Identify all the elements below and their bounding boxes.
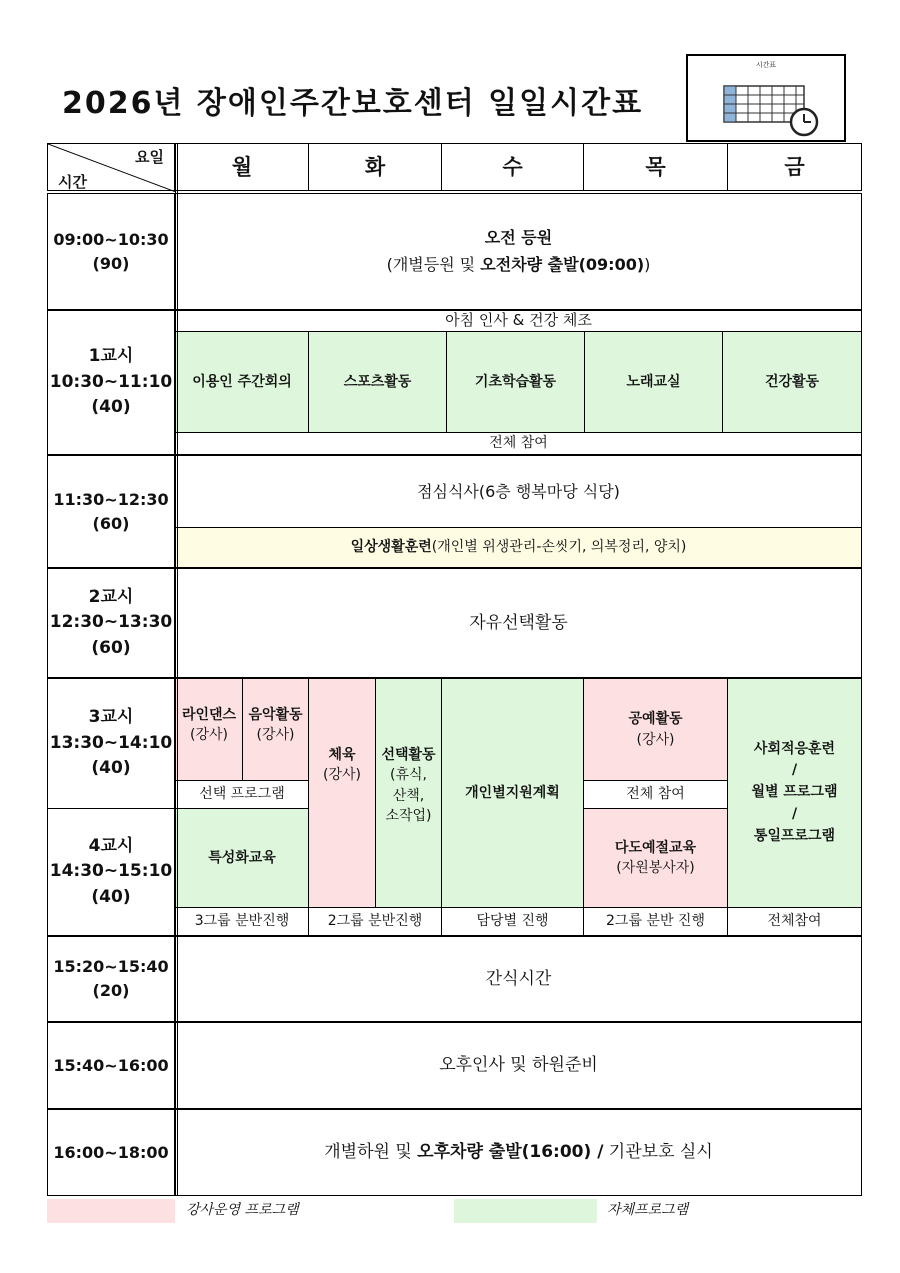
daily-living-text — [351, 537, 687, 557]
fri-line4: / — [791, 805, 798, 822]
time-cell-r2 — [47, 310, 175, 455]
morning-arrival-sub — [387, 252, 651, 278]
pe-sub: (강사) — [323, 767, 361, 784]
fri-line3: 월별 프로그램 — [751, 784, 838, 801]
time-range: 13:30~14:10 — [49, 732, 173, 753]
period1-all-join: 전체 참여 — [175, 432, 862, 455]
fri-line1: 사회적응훈련 — [753, 740, 836, 757]
day-header-mon: 월 — [175, 143, 309, 191]
page-title: 2026년 장애인주간보호센터 일일시간표 — [62, 86, 644, 121]
afternoon-greeting-cell: 오후인사 및 하원준비 — [175, 1022, 862, 1109]
time-range: 15:40~16:00 — [53, 1055, 169, 1075]
thu-footer: 2그룹 분반 진행 — [583, 907, 728, 936]
tea-title: 다도예절교육 — [614, 839, 697, 856]
period-label: 4교시 — [88, 835, 134, 856]
time-cell-r8 — [47, 1022, 175, 1109]
time-cell-r4 — [47, 568, 175, 678]
time-range: 09:00~10:30 — [53, 229, 169, 249]
header-corner — [47, 143, 175, 191]
wed-footer: 담당별 진행 — [441, 907, 584, 936]
wed-individual-plan: 개인별지원계획 — [441, 678, 584, 908]
period-label: 2교시 — [88, 586, 134, 607]
departure-a: 개별하원 및 — [324, 1142, 418, 1163]
day-header-tue: 화 — [308, 143, 442, 191]
arrival-sub-a: (개별등원 및 — [386, 254, 481, 274]
departure-cell — [175, 1109, 862, 1196]
morning-arrival-title: 오전 등원 — [484, 228, 553, 248]
time-range: 15:20~15:40 — [53, 957, 169, 976]
tea-sub: (자원봉사자) — [616, 860, 695, 876]
mon-select-program: 선택 프로그램 — [175, 780, 309, 809]
mon-footer: 3그룹 분반진행 — [175, 907, 309, 936]
time-range: 14:30~15:10 — [49, 861, 173, 882]
time-minutes: (20) — [92, 981, 130, 1000]
time-minutes: (40) — [91, 397, 131, 418]
pe-title: 체육 — [328, 747, 356, 763]
time-cell-r1 — [47, 193, 175, 310]
morning-arrival-cell — [175, 193, 862, 310]
music-sub: (강사) — [256, 727, 295, 744]
timetable-logo — [686, 54, 846, 142]
time-cell-r6 — [47, 808, 175, 936]
day-header-fri: 금 — [727, 143, 862, 191]
snack-cell: 간식시간 — [175, 936, 862, 1022]
time-column-divider — [175, 143, 176, 1196]
time-cell-r7 — [47, 936, 175, 1022]
tue-pe — [308, 678, 376, 908]
legend-self-label: 자체프로그램 — [607, 1202, 689, 1218]
time-range: 11:30~12:30 — [53, 489, 169, 509]
departure-b: 오후차량 출발(16:00) / — [417, 1142, 604, 1163]
period1-fri: 건강활동 — [722, 331, 862, 433]
departure-text — [324, 1140, 713, 1165]
period-label: 3교시 — [88, 707, 134, 728]
day-header-wed: 수 — [441, 143, 584, 191]
line-dance-sub: (강사) — [190, 727, 228, 744]
elective-sub1: (휴식, — [390, 767, 427, 784]
fri-line2: / — [791, 762, 798, 779]
craft-title: 공예활동 — [628, 711, 683, 728]
legend-instructor-label: 강사운영 프로그램 — [186, 1202, 299, 1218]
time-minutes: (90) — [92, 253, 130, 273]
thu-all-join: 전체 참여 — [583, 780, 728, 809]
time-minutes: (60) — [91, 637, 131, 658]
line-dance-title: 라인댄스 — [181, 707, 237, 723]
tue-elective — [375, 678, 442, 908]
time-minutes: (60) — [92, 513, 130, 533]
time-range: 12:30~13:30 — [49, 612, 173, 633]
logo-caption: 시간표 — [755, 61, 777, 69]
corner-day-label: 요일 — [135, 148, 164, 166]
elective-title: 선택활동 — [381, 747, 436, 763]
period1-mon: 이용인 주간회의 — [175, 331, 309, 433]
day-header-thu: 목 — [583, 143, 728, 191]
elective-sub2: 산책, — [392, 787, 425, 804]
time-cell-r3 — [47, 455, 175, 568]
time-cell-r5 — [47, 678, 175, 809]
fri-line5: 통일프로그램 — [753, 827, 836, 844]
daily-living-training — [175, 527, 862, 568]
daily-living-rest: (개인별 위생관리-손씻기, 의복정리, 양치) — [431, 539, 687, 556]
period-label: 1교시 — [88, 346, 134, 367]
daily-living-bold: 일상생활훈련 — [350, 539, 432, 556]
free-activity-cell: 자유선택활동 — [175, 568, 862, 678]
time-minutes: (40) — [91, 886, 131, 907]
arrival-sub-b: 오전차량 출발(09:00) — [480, 254, 645, 274]
legend-self-swatch — [454, 1199, 597, 1223]
arrival-sub-c: ) — [644, 254, 651, 274]
departure-c: 기관보호 실시 — [603, 1142, 713, 1163]
fri-footer: 전체참여 — [727, 907, 862, 936]
time-column-divider-2 — [177, 143, 178, 1196]
elective-sub3: 소작업) — [385, 807, 432, 824]
mon-line-dance — [175, 678, 243, 781]
timetable-clock-icon — [688, 56, 848, 144]
legend-instructor-swatch — [47, 1199, 175, 1223]
time-minutes: (40) — [91, 758, 131, 779]
period1-wed: 기초학습활동 — [446, 331, 585, 433]
mon-special-education: 특성화교육 — [175, 808, 309, 908]
period1-thu: 노래교실 — [584, 331, 723, 433]
time-range: 10:30~11:10 — [49, 371, 173, 392]
morning-greeting-bar: 아침 인사 & 건강 체조 — [175, 310, 862, 332]
corner-time-label: 시간 — [58, 173, 87, 191]
mon-music — [242, 678, 309, 781]
tue-footer: 2그룹 분반진행 — [308, 907, 442, 936]
thu-tea-etiquette — [583, 808, 728, 908]
fri-social-program — [727, 678, 862, 908]
period1-tue: 스포츠활동 — [308, 331, 447, 433]
craft-sub: (강사) — [636, 731, 675, 748]
time-cell-r9 — [47, 1109, 175, 1196]
lunch-cell: 점심식사(6층 행복마당 식당) — [175, 455, 862, 528]
music-title: 음악활동 — [248, 707, 303, 723]
time-range: 16:00~18:00 — [53, 1142, 169, 1162]
thu-craft — [583, 678, 728, 781]
